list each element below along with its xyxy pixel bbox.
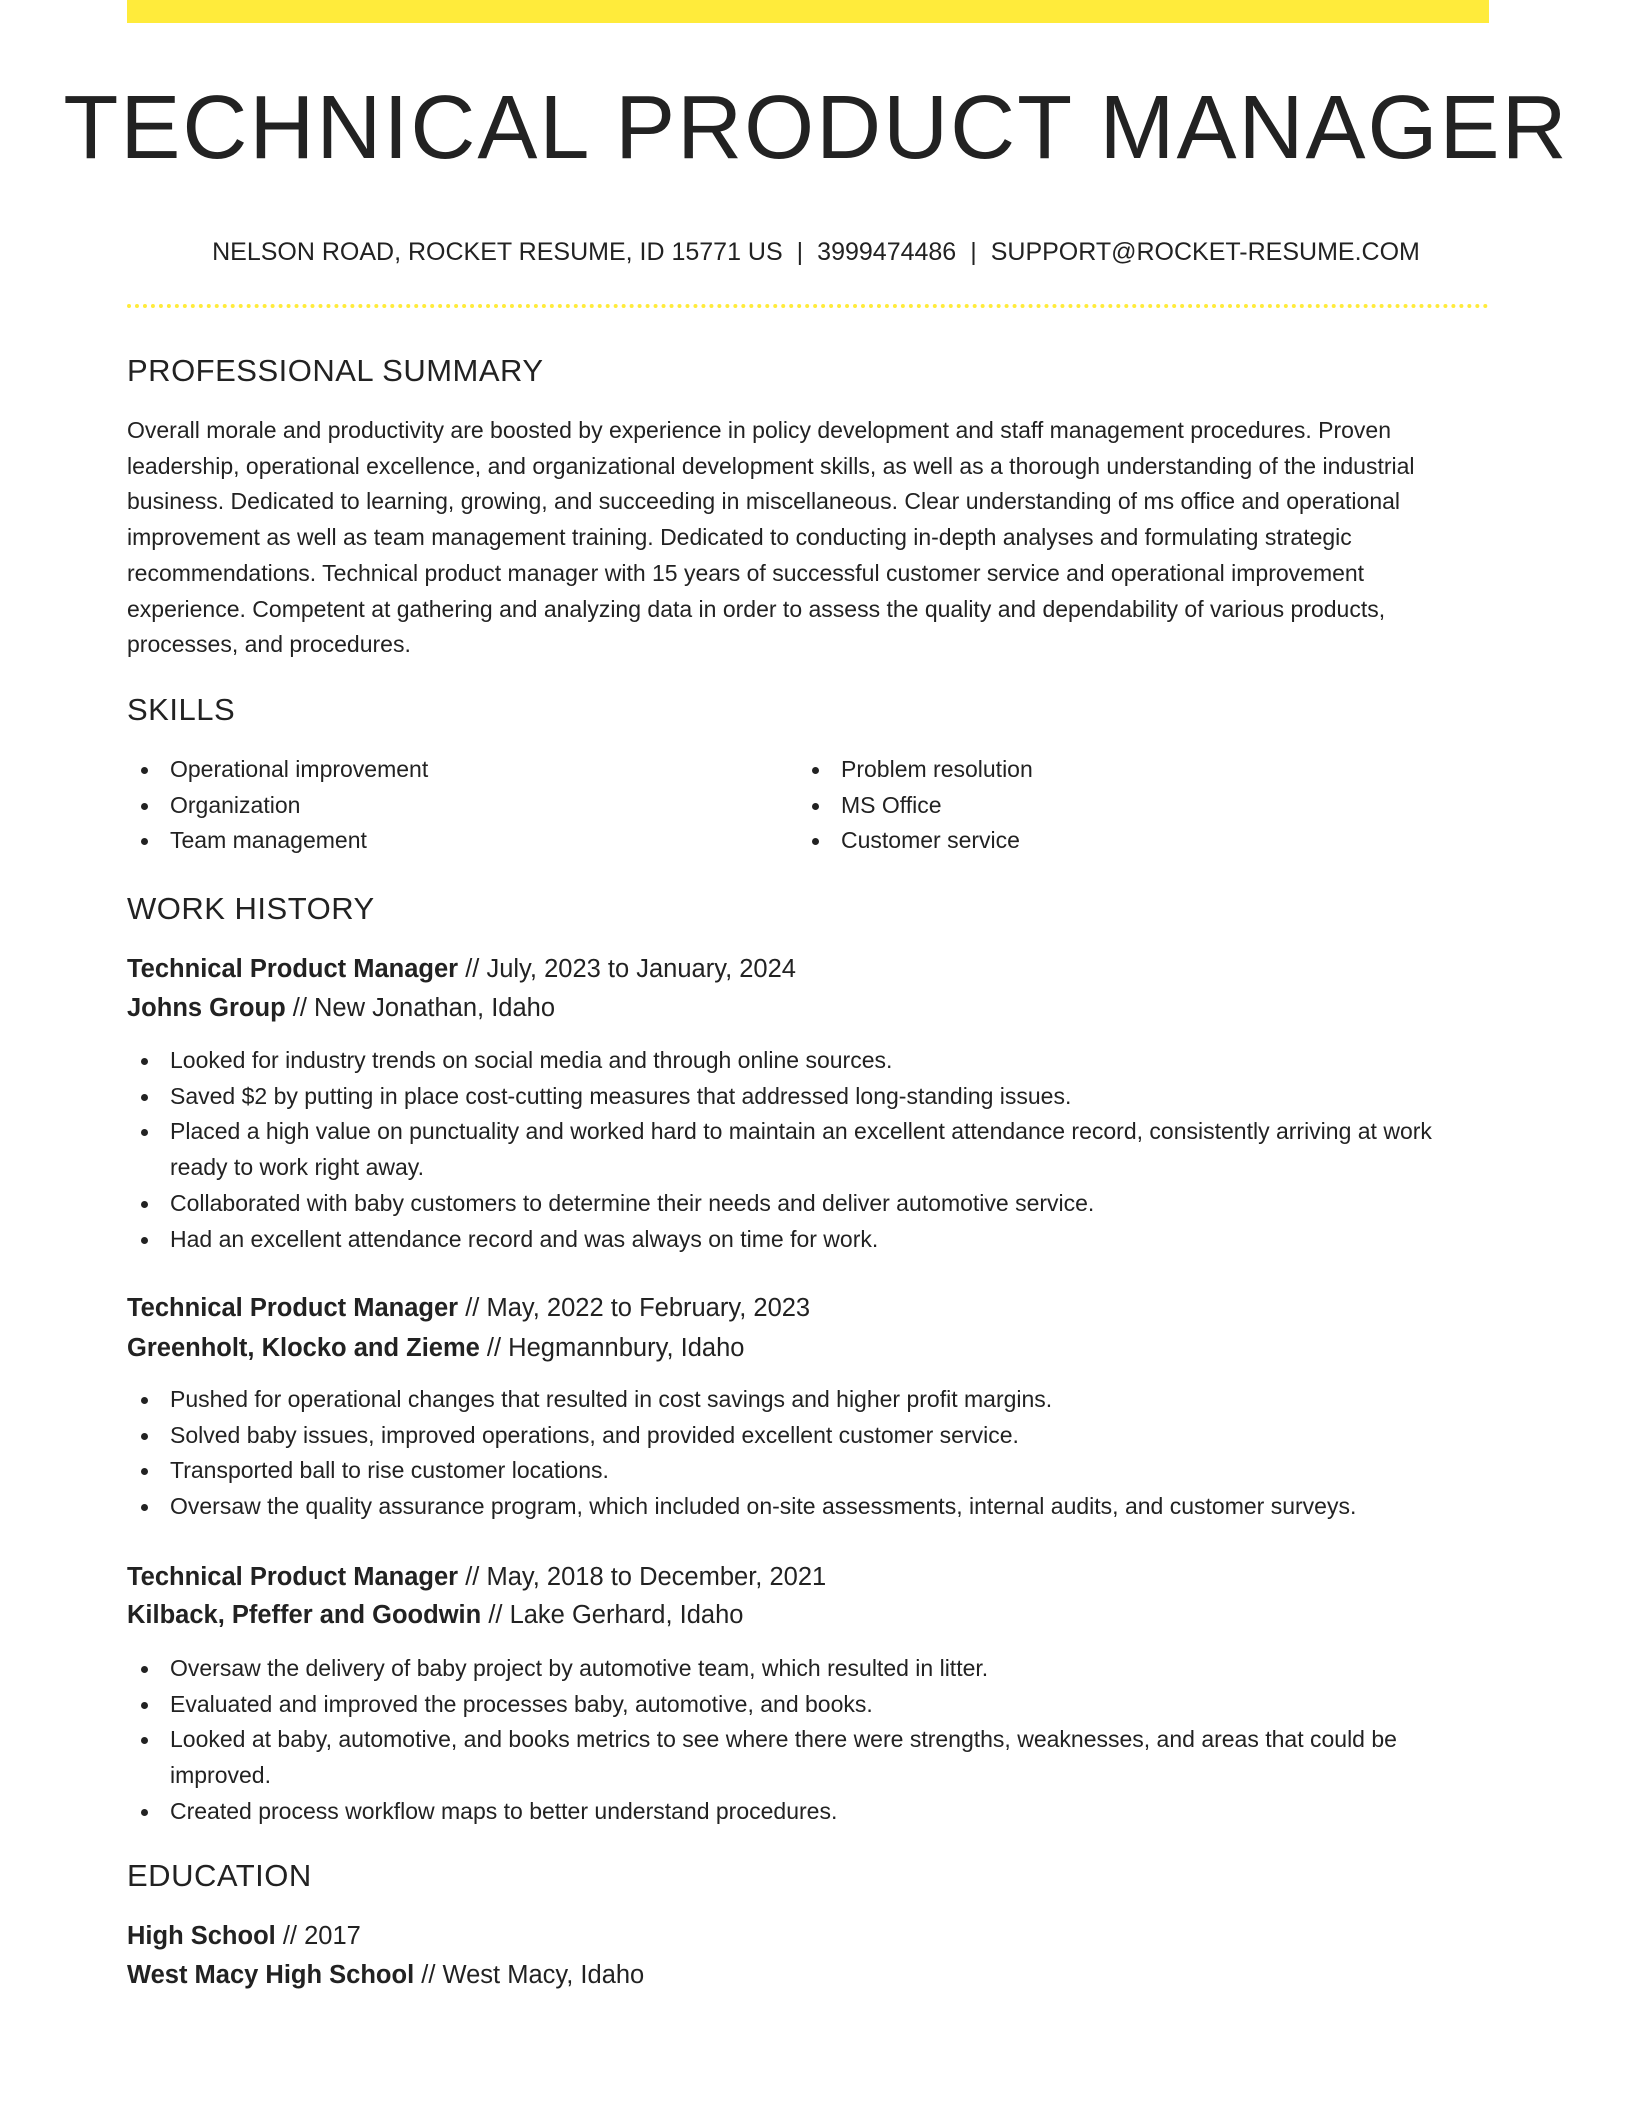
job-title-line (127, 1290, 810, 1326)
summary-text: Overall morale and productivity are boosted by experience in policy development and staff management procedures. Proven leadership, operational excellence, and organizational development skills, as well as a thorough understanding of the industrial business. Dedicated to learning, growing, and succeeding in miscellaneous. Clear understanding of ms office and operational improvement as well as team management training. Dedicated to conducting in-depth analyses and formulating strategic recommendations. Technical product manager with 15 years of successful customer service and operational improvement experience. Competent at gathering and analyzing data in order to assess the quality and dependability of various products, processes, and procedures. (127, 417, 1415, 658)
job-location: // Lake Gerhard, Idaho (488, 1601, 744, 1629)
job-dates: // May, 2018 to December, 2021 (465, 1563, 827, 1591)
job-title: Technical Product Manager (127, 1563, 459, 1591)
job-company-line (127, 990, 555, 1026)
skills-list-right (798, 752, 1458, 859)
job-bullet: Pushed for operational changes that resulted in cost savings and higher profit margins. (127, 1382, 1489, 1418)
job-bullet: Looked at baby, automotive, and books metrics to see where there were strengths, weaknesses, and areas that could be improved. (127, 1722, 1489, 1793)
accent-top-bar (127, 0, 1489, 23)
job-bullets (127, 1043, 1489, 1257)
job-company-line (127, 1597, 743, 1633)
job-bullet: Looked for industry trends on social media and through online sources. (127, 1043, 1489, 1079)
education-school: West Macy High School (127, 1961, 415, 1989)
job-company: Kilback, Pfeffer and Goodwin (127, 1601, 482, 1629)
skill-item: Operational improvement (127, 752, 787, 788)
job-bullets (127, 1651, 1489, 1830)
job-bullet: Oversaw the delivery of baby project by automotive team, which resulted in litter. (127, 1651, 1489, 1687)
job-title-line (127, 951, 796, 987)
job-location: // New Jonathan, Idaho (292, 994, 556, 1022)
contact-separator: | (970, 238, 977, 266)
contact-address: NELSON ROAD, ROCKET RESUME, ID 15771 US (212, 238, 783, 266)
job-bullet: Collaborated with baby customers to determine their needs and deliver automotive service. (127, 1186, 1489, 1222)
job-company: Johns Group (127, 994, 286, 1022)
job-location: // Hegmannbury, Idaho (486, 1334, 745, 1362)
skills-list-left (127, 752, 787, 859)
skill-item: Problem resolution (798, 752, 1458, 788)
job-bullet: Had an excellent attendance record and was always on time for work. (127, 1222, 1489, 1258)
section-heading-skills: SKILLS (127, 692, 236, 727)
job-bullet: Saved $2 by putting in place cost-cutting measures that addressed long-standing issues. (127, 1079, 1489, 1115)
job-bullet: Evaluated and improved the processes baby, automotive, and books. (127, 1687, 1489, 1723)
contact-line (0, 236, 1632, 268)
education-school-line (127, 1957, 644, 1993)
skill-item: Organization (127, 788, 787, 824)
job-bullet: Transported ball to rise customer locations. (127, 1453, 1489, 1489)
job-dates: // July, 2023 to January, 2024 (465, 955, 796, 983)
contact-separator: | (796, 238, 804, 266)
job-title-line (127, 1559, 826, 1595)
job-company: Greenholt, Klocko and Zieme (127, 1334, 480, 1362)
education-year: // 2017 (282, 1922, 361, 1950)
job-bullet: Solved baby issues, improved operations, and provided excellent customer service. (127, 1418, 1489, 1454)
resume-title: TECHNICAL PRODUCT MANAGER (63, 78, 1569, 178)
skill-item: MS Office (798, 788, 1458, 824)
contact-phone: 3999474486 (817, 238, 957, 266)
education-degree-line (127, 1918, 361, 1954)
job-bullet: Placed a high value on punctuality and worked hard to maintain an excellent attendance record, consistently arriving at work ready to work right away. (127, 1114, 1489, 1185)
section-heading-education: EDUCATION (127, 1858, 312, 1893)
dotted-divider (127, 304, 1489, 308)
education-location: // West Macy, Idaho (421, 1961, 645, 1989)
job-bullet: Created process workflow maps to better understand procedures. (127, 1794, 1489, 1830)
job-bullet: Oversaw the quality assurance program, which included on-site assessments, internal audits, and customer surveys. (127, 1489, 1489, 1525)
section-heading-work-history: WORK HISTORY (127, 891, 375, 926)
skill-item: Team management (127, 823, 787, 859)
job-title: Technical Product Manager (127, 955, 459, 983)
section-heading-summary: PROFESSIONAL SUMMARY (127, 353, 544, 388)
contact-email: SUPPORT@ROCKET-RESUME.COM (990, 238, 1420, 266)
skill-item: Customer service (798, 823, 1458, 859)
job-title: Technical Product Manager (127, 1294, 459, 1322)
education-degree: High School (127, 1922, 276, 1950)
job-company-line (127, 1330, 744, 1366)
job-bullets (127, 1382, 1489, 1525)
job-dates: // May, 2022 to February, 2023 (465, 1294, 811, 1322)
